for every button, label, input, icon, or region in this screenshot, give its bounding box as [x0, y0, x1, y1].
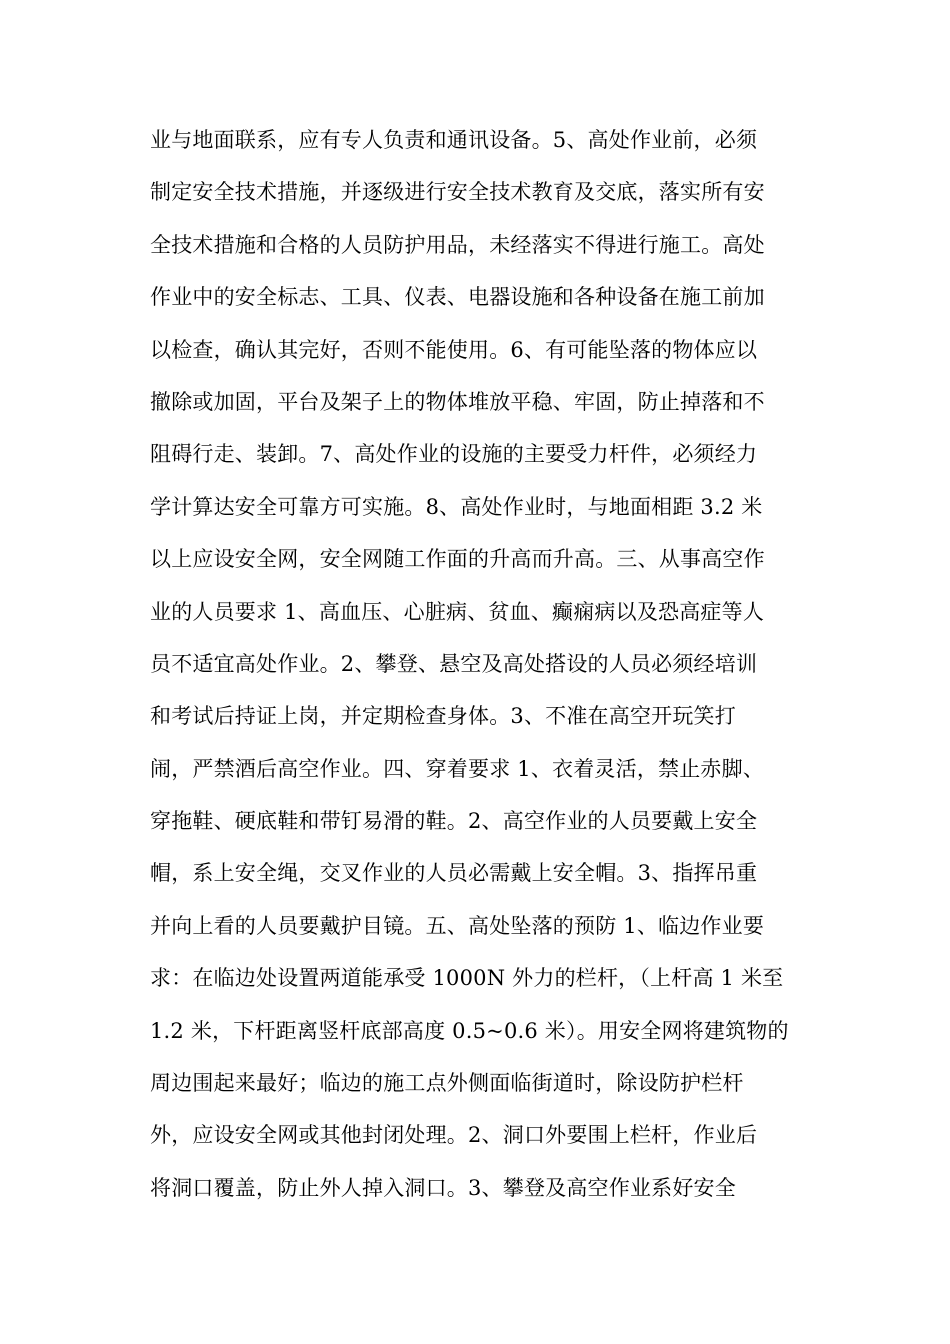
text-line: 以上应设安全网，安全网随工作面的升高而升高。三、从事高空作 [150, 547, 765, 572]
text-line: 和考试后持证上岗，并定期检查身体。3、不准在高空开玩笑打 [150, 704, 736, 729]
text-line: 将洞口覆盖，防止外人掉入洞口。3、攀登及高空作业系好安全 [150, 1175, 736, 1200]
text-line: 1.2 米，下杆距离竖杆底部高度 0.5~0.6 米）。用安全网将建筑物的 [150, 1018, 789, 1043]
text-line: 帽，系上安全绳，交叉作业的人员必需戴上安全帽。3、指挥吊重 [150, 861, 758, 886]
text-line: 员不适宜高处作业。2、攀登、悬空及高处搭设的人员必须经培训 [150, 651, 758, 676]
text-line: 求：在临边处设置两道能承受 1000N 外力的栏杆，（上杆高 1 米至 [150, 966, 784, 991]
text-line: 阻碍行走、装卸。7、高处作业的设施的主要受力杆件，必须经力 [150, 442, 758, 467]
text-line: 学计算达安全可靠方可实施。8、高处作业时，与地面相距 3.2 米 [150, 494, 763, 519]
body-text [150, 114, 810, 1214]
text-line: 外，应设安全网或其他封闭处理。2、洞口外要围上栏杆，作业后 [150, 1123, 758, 1148]
text-line: 业与地面联系，应有专人负责和通讯设备。5、高处作业前，必须 [150, 128, 758, 152]
text-line: 撤除或加固，平台及架子上的物体堆放平稳、牢固，防止掉落和不 [150, 389, 765, 414]
text-line: 闹，严禁酒后高空作业。四、穿着要求 1、衣着灵活，禁止赤脚、 [150, 756, 765, 781]
text-line: 并向上看的人员要戴护目镜。五、高处坠落的预防 1、临边作业要 [150, 913, 765, 938]
text-line: 以检查，确认其完好，否则不能使用。6、有可能坠落的物体应以 [150, 337, 758, 362]
text-line: 作业中的安全标志、工具、仪表、电器设施和各种设备在施工前加 [150, 285, 765, 310]
text-line: 全技术措施和合格的人员防护用品，未经落实不得进行施工。高处 [150, 232, 765, 257]
text-line: 制定安全技术措施，并逐级进行安全技术教育及交底，落实所有安 [150, 180, 765, 205]
text-line: 周边围起来最好；临边的施工点外侧面临街道时，除设防护栏杆 [150, 1071, 744, 1096]
text-line: 业的人员要求 1、高血压、心脏病、贫血、癫痫病以及恐高症等人 [150, 599, 765, 624]
text-line: 穿拖鞋、硬底鞋和带钉易滑的鞋。2、高空作业的人员要戴上安全 [150, 809, 758, 834]
